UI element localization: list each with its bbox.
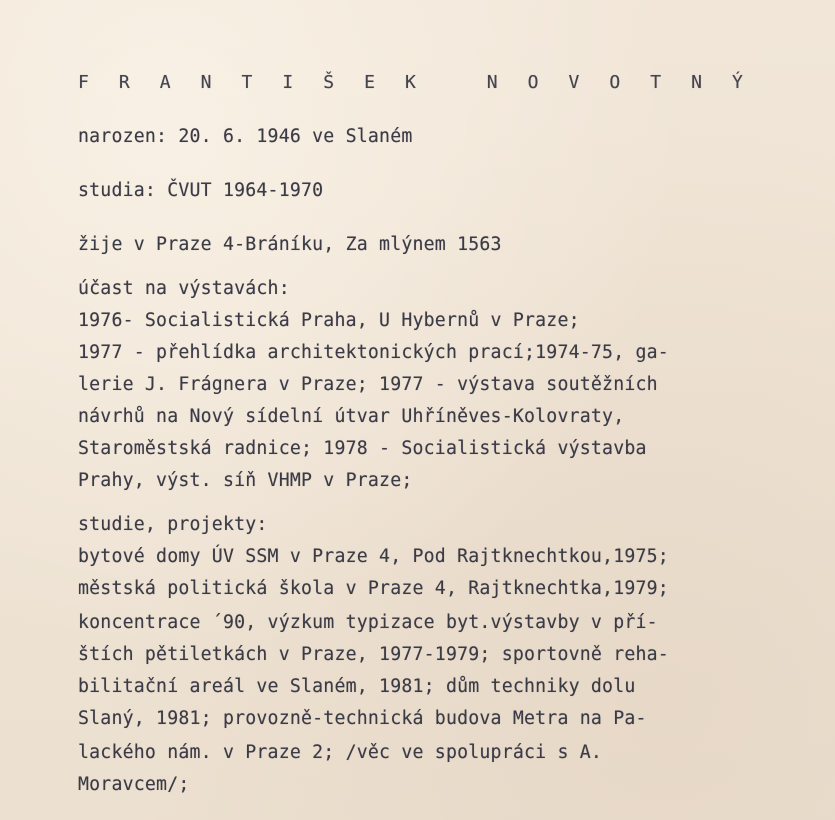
projects-line: bytové domy ÚV SSM v Praze 4, Pod Rajtknechtkou,1975;: [78, 546, 669, 567]
projects-line: koncentrace ´90, výzkum typizace byt.výstavby v pří-: [78, 612, 658, 633]
exhibitions-line: 1977 - přehlídka architektonických prací;1974-75, ga-: [78, 342, 669, 363]
birth-line: narozen: 20. 6. 1946 ve Slaném: [78, 126, 413, 147]
projects-line: Slaný, 1981; provozně-technická budova Metra na Pa-: [78, 708, 647, 729]
projects-label: studie, projekty:: [78, 514, 268, 535]
projects-line: městská politická škola v Praze 4, Rajtknechtka,1979;: [78, 578, 669, 599]
projects-line: lackého nám. v Praze 2; /věc ve spolupráci s A.: [78, 742, 603, 763]
exhibitions-line: lerie J. Frágnera v Praze; 1977 - výstava soutěžních: [78, 374, 658, 395]
studies-line: studia: ČVUT 1964-1970: [78, 180, 324, 201]
exhibitions-line: Staroměstská radnice; 1978 - Socialistická výstavba: [78, 438, 647, 459]
residence-line: žije v Praze 4-Bráníku, Za mlýnem 1563: [78, 234, 502, 255]
name-heading: F R A N T I Š E K N O V O T N Ý: [78, 72, 753, 93]
exhibitions-label: účast na výstavách:: [78, 278, 290, 299]
exhibitions-line: návrhů na Nový sídelní útvar Uhříněves-Kolovraty,: [78, 406, 625, 427]
exhibitions-line: 1976- Socialistická Praha, U Hybernů v Praze;: [78, 310, 580, 331]
exhibitions-line: Prahy, výst. síň VHMP v Praze;: [78, 470, 413, 491]
projects-line: Moravcem/;: [78, 774, 190, 795]
projects-line: bilitační areál ve Slaném, 1981; dům techniky dolu: [78, 676, 636, 697]
projects-line: štích pětiletkách v Praze, 1977-1979; sportovně reha-: [78, 644, 669, 665]
